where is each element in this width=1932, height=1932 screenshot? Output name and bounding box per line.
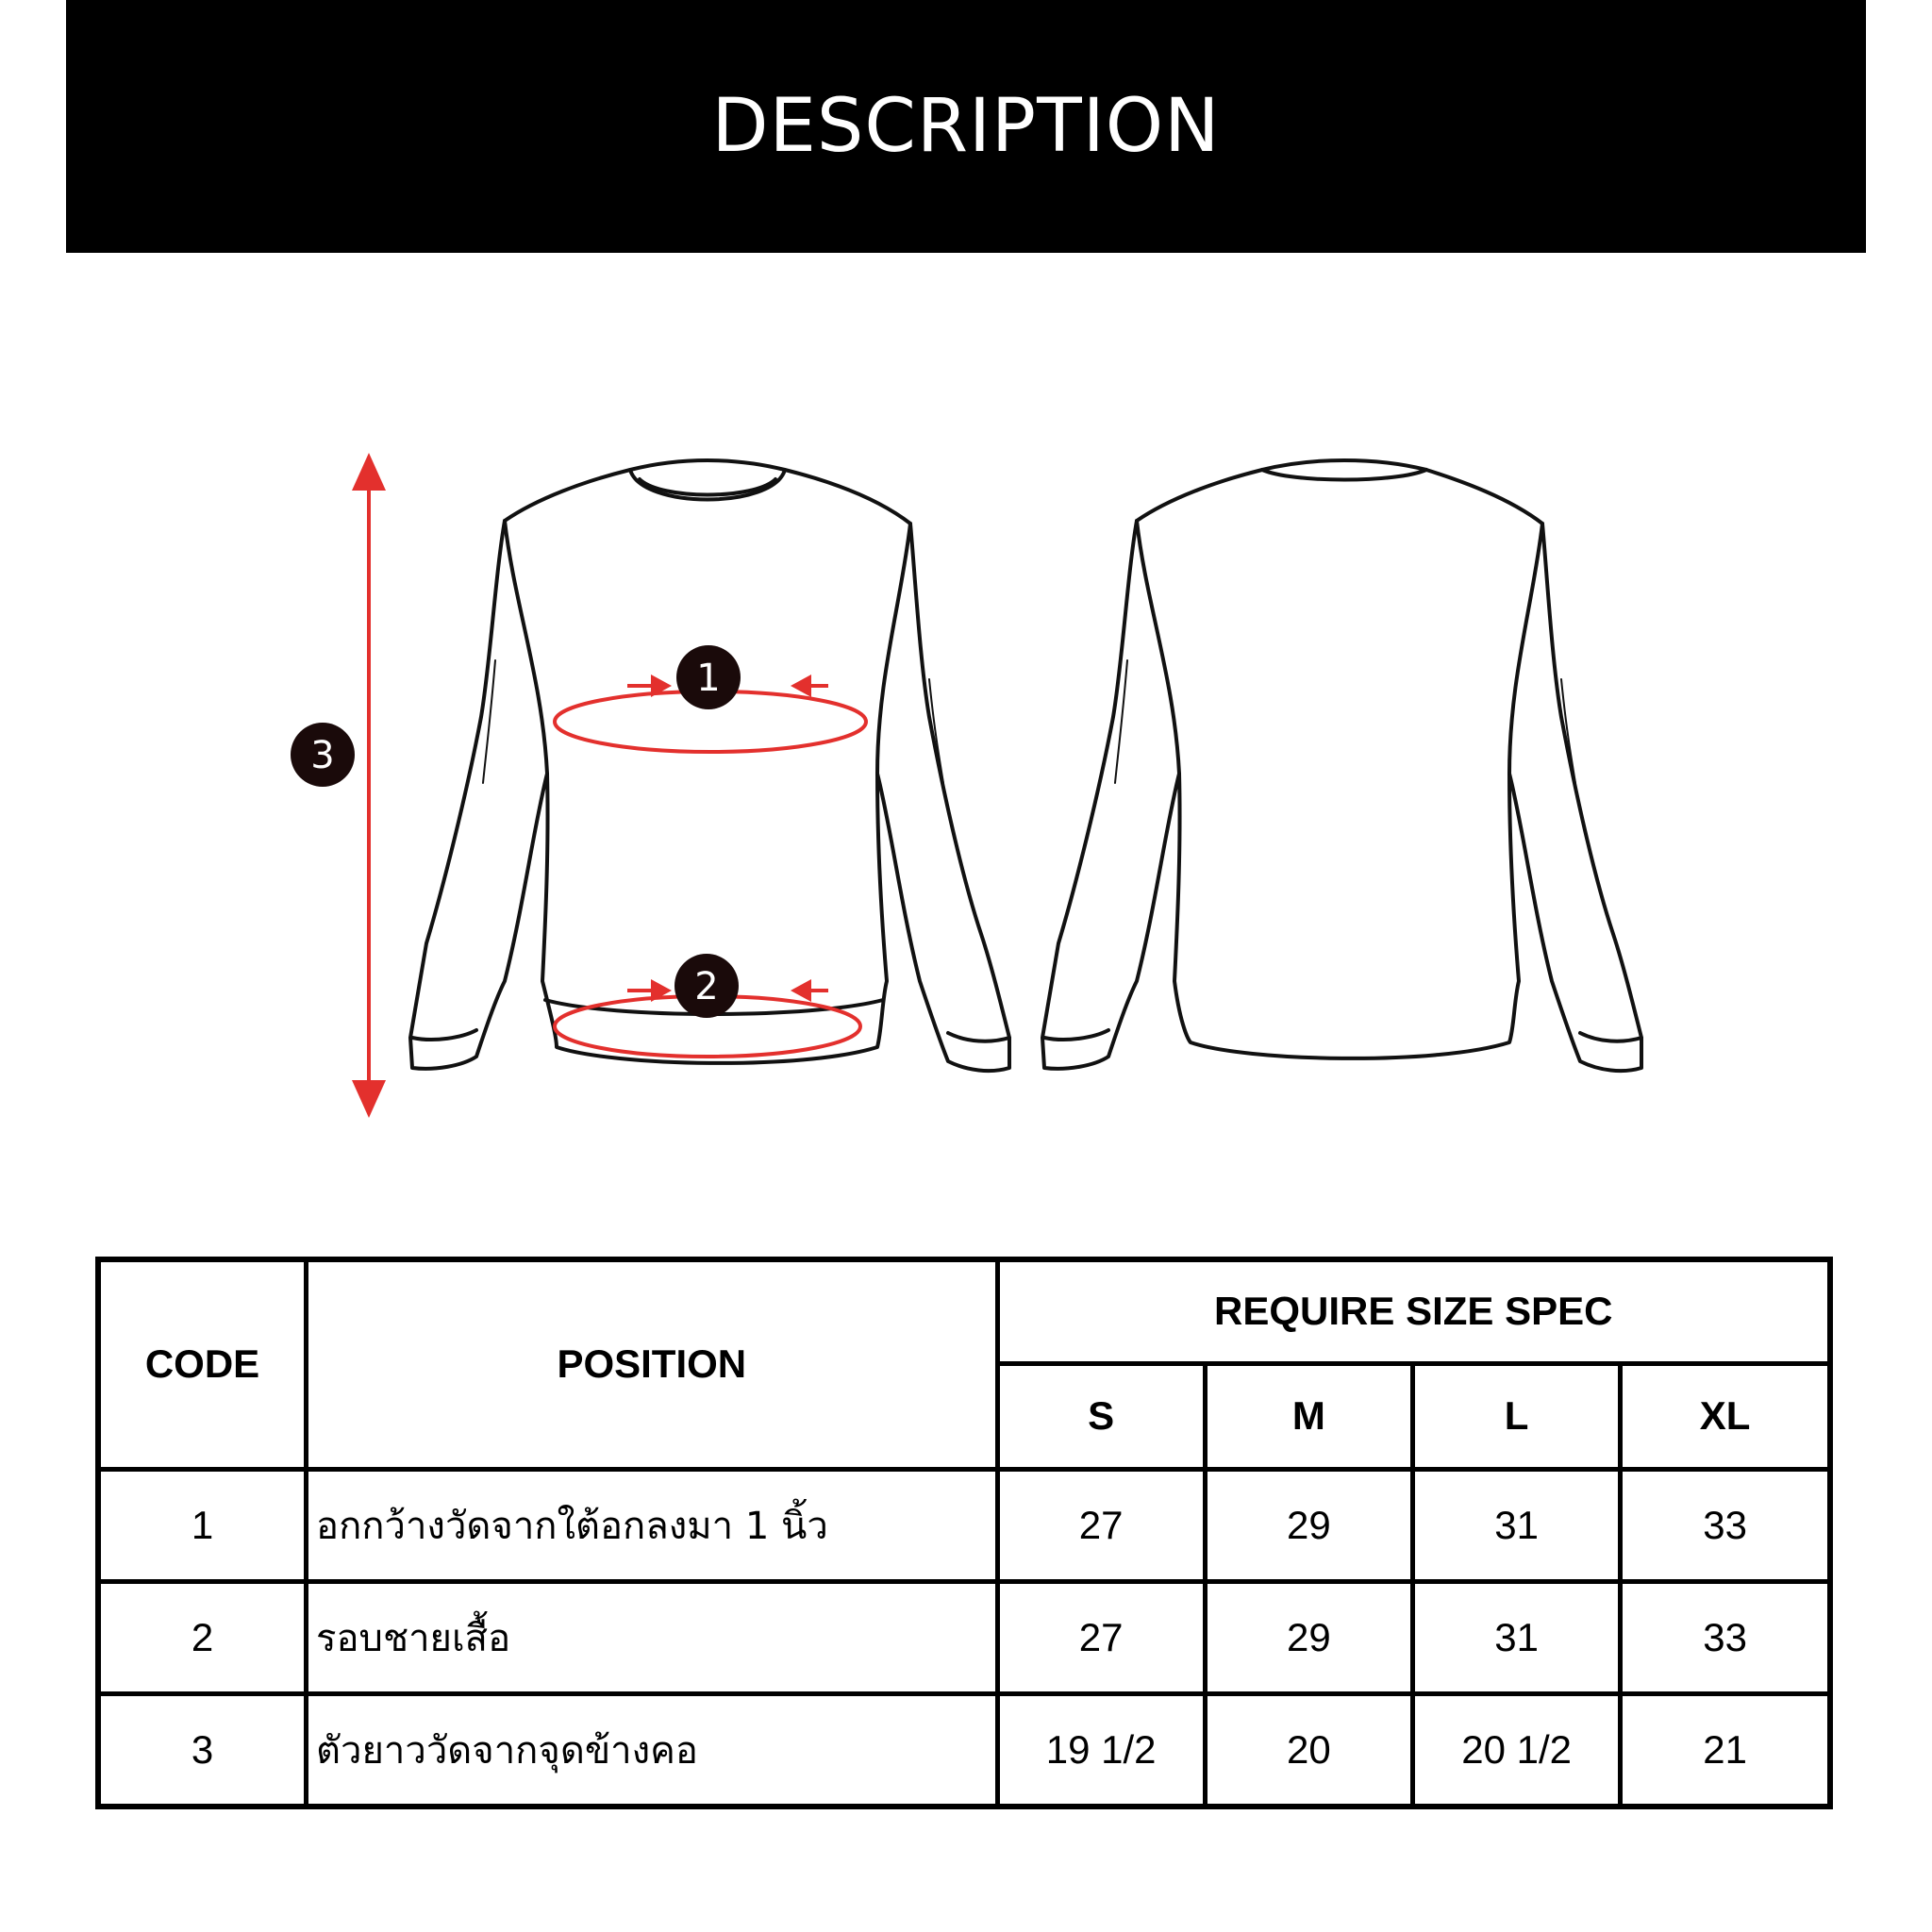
size-header-m: M	[1205, 1363, 1412, 1469]
size-spec-table	[95, 1257, 1833, 1809]
svg-text:2: 2	[694, 965, 719, 1008]
table-row	[98, 1469, 1830, 1581]
value-s: 27	[997, 1469, 1205, 1581]
column-header-code: CODE	[98, 1259, 307, 1469]
value-xl: 21	[1621, 1693, 1830, 1807]
length-measurement-arrow	[352, 453, 386, 1118]
back-sweatshirt-illustration	[1042, 460, 1641, 1071]
marker-badge-2	[675, 954, 739, 1018]
svg-text:3: 3	[310, 734, 335, 777]
row-code: 1	[98, 1469, 307, 1581]
column-header-position: POSITION	[307, 1259, 997, 1469]
marker-badge-3	[291, 723, 355, 787]
table-row	[98, 1693, 1830, 1807]
svg-text:1: 1	[696, 657, 721, 700]
table-row	[98, 1581, 1830, 1693]
value-s: 27	[997, 1581, 1205, 1693]
row-code: 2	[98, 1581, 307, 1693]
value-l: 31	[1412, 1581, 1620, 1693]
column-header-size-spec: REQUIRE SIZE SPEC	[997, 1259, 1830, 1363]
marker-badge-1	[676, 645, 741, 709]
value-m: 29	[1205, 1469, 1412, 1581]
value-m: 29	[1205, 1581, 1412, 1693]
row-code: 3	[98, 1693, 307, 1807]
value-m: 20	[1205, 1693, 1412, 1807]
value-s: 19 1/2	[997, 1693, 1205, 1807]
size-header-xl: XL	[1621, 1363, 1830, 1469]
row-position: ตัวยาววัดจากจุดข้างคอ	[307, 1693, 997, 1807]
header-banner	[66, 0, 1866, 253]
value-l: 31	[1412, 1469, 1620, 1581]
row-position: อกกว้างวัดจากใต้อกลงมา 1 นิ้ว	[307, 1469, 997, 1581]
page-title: DESCRIPTION	[711, 84, 1221, 169]
size-header-l: L	[1412, 1363, 1620, 1469]
value-xl: 33	[1621, 1469, 1830, 1581]
row-position: รอบชายเสื้อ	[307, 1581, 997, 1693]
value-xl: 33	[1621, 1581, 1830, 1693]
measurement-diagram	[0, 396, 1932, 1170]
value-l: 20 1/2	[1412, 1693, 1620, 1807]
size-header-s: S	[997, 1363, 1205, 1469]
